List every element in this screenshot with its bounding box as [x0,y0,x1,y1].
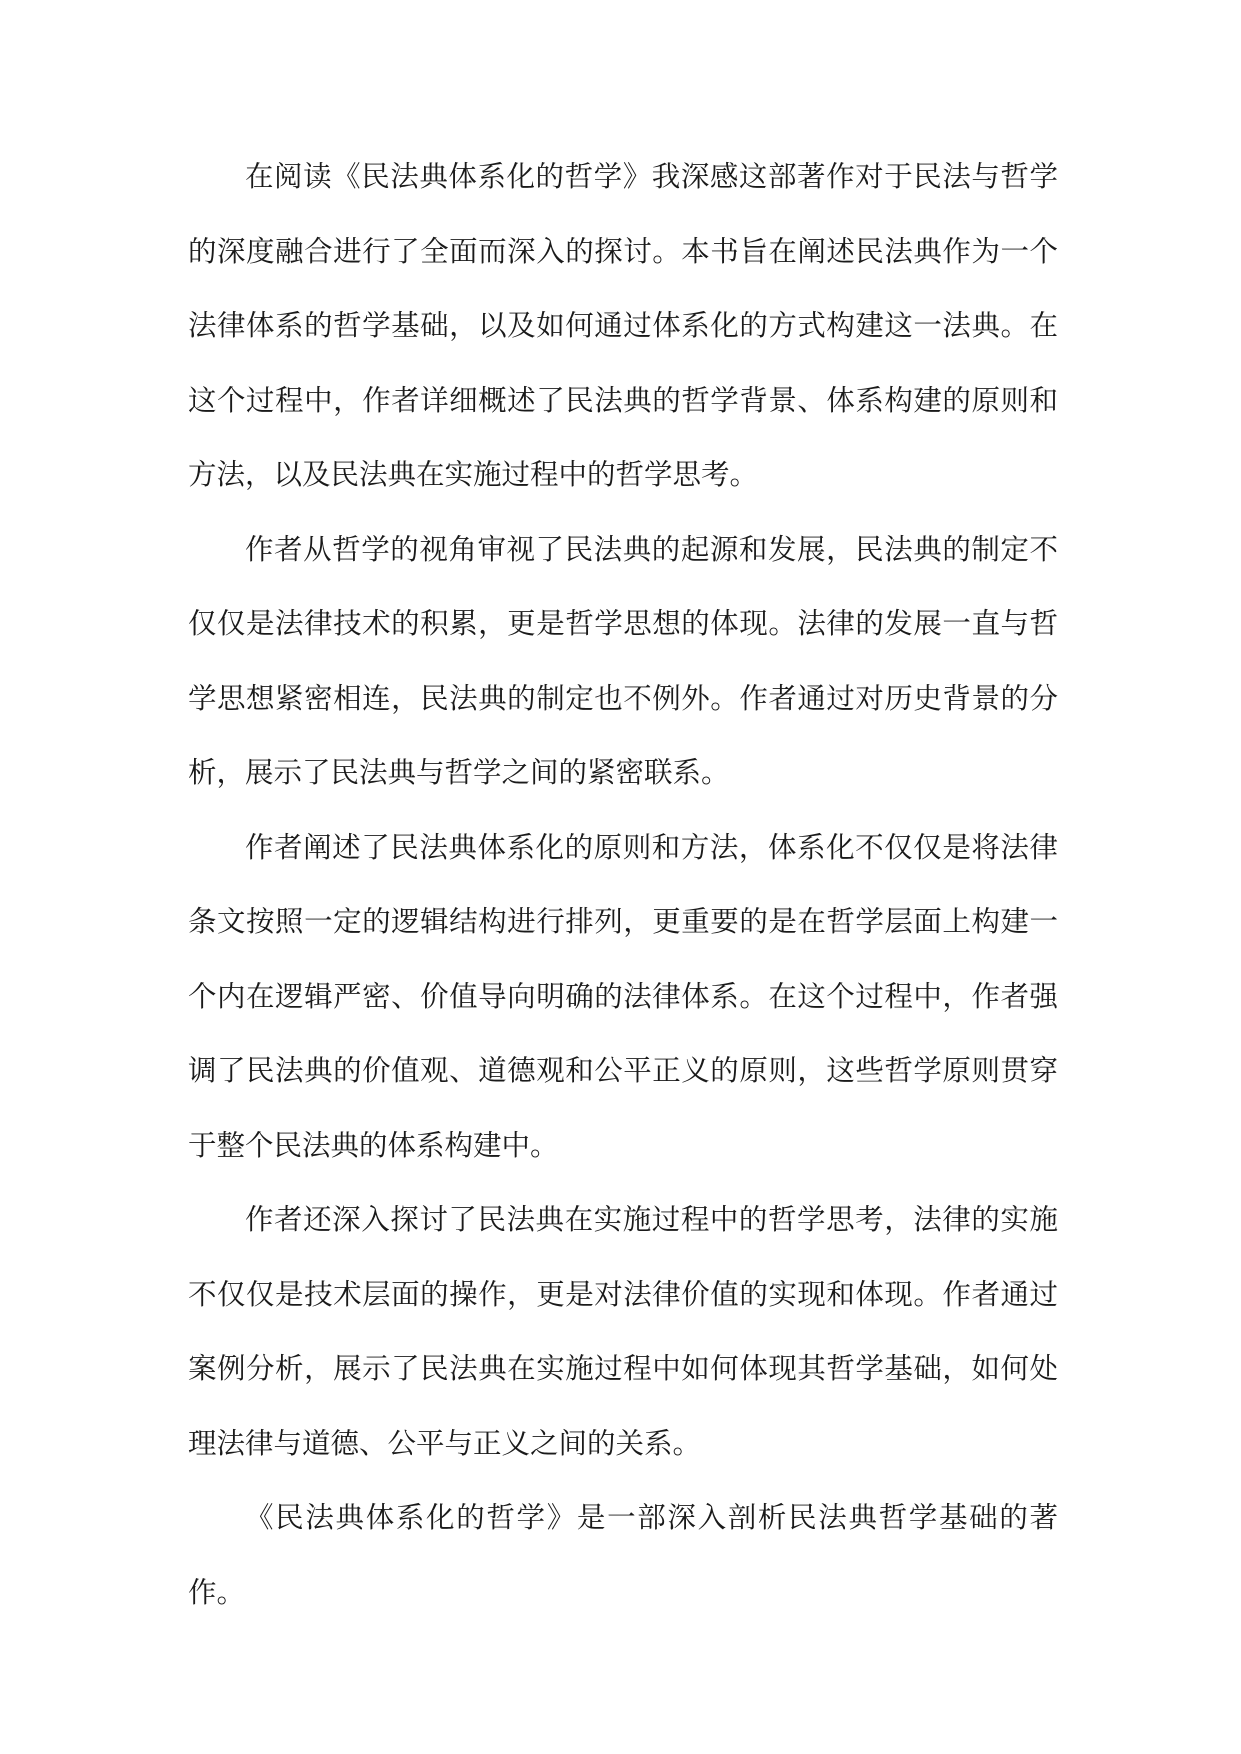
paragraph-1: 在阅读《民法典体系化的哲学》我深感这部著作对于民法与哲学的深度融合进行了全面而深入的探讨。本书旨在阐述民法典作为一个法律体系的哲学基础，以及如何通过体系化的方式构建这一法典。在这个过程中，作者详细概述了民法典的哲学背景、体系构建的原则和方法，以及民法典在实施过程中的哲学思考。 [188,160,1058,491]
document-body [188,140,1058,1630]
paragraph-4: 作者还深入探讨了民法典在实施过程中的哲学思考，法律的实施不仅仅是技术层面的操作，更是对法律价值的实现和体现。作者通过案例分析，展示了民法典在实施过程中如何体现其哲学基础，如何处理法律与道德、公平与正义之间的关系。 [188,1203,1058,1460]
paragraph-3: 作者阐述了民法典体系化的原则和方法，体系化不仅仅是将法律条文按照一定的逻辑结构进行排列，更重要的是在哲学层面上构建一个内在逻辑严密、价值导向明确的法律体系。在这个过程中，作者强调了民法典的价值观、道德观和公平正义的原则，这些哲学原则贯穿于整个民法典的体系构建中。 [188,830,1058,1162]
paragraph-2: 作者从哲学的视角审视了民法典的起源和发展，民法典的制定不仅仅是法律技术的积累，更是哲学思想的体现。法律的发展一直与哲学思想紧密相连，民法典的制定也不例外。作者通过对历史背景的分析，展示了民法典与哲学之间的紧密联系。 [188,532,1058,789]
paragraph-5: 《民法典体系化的哲学》是一部深入剖析民法典哲学基础的著作。 [188,1501,1058,1609]
